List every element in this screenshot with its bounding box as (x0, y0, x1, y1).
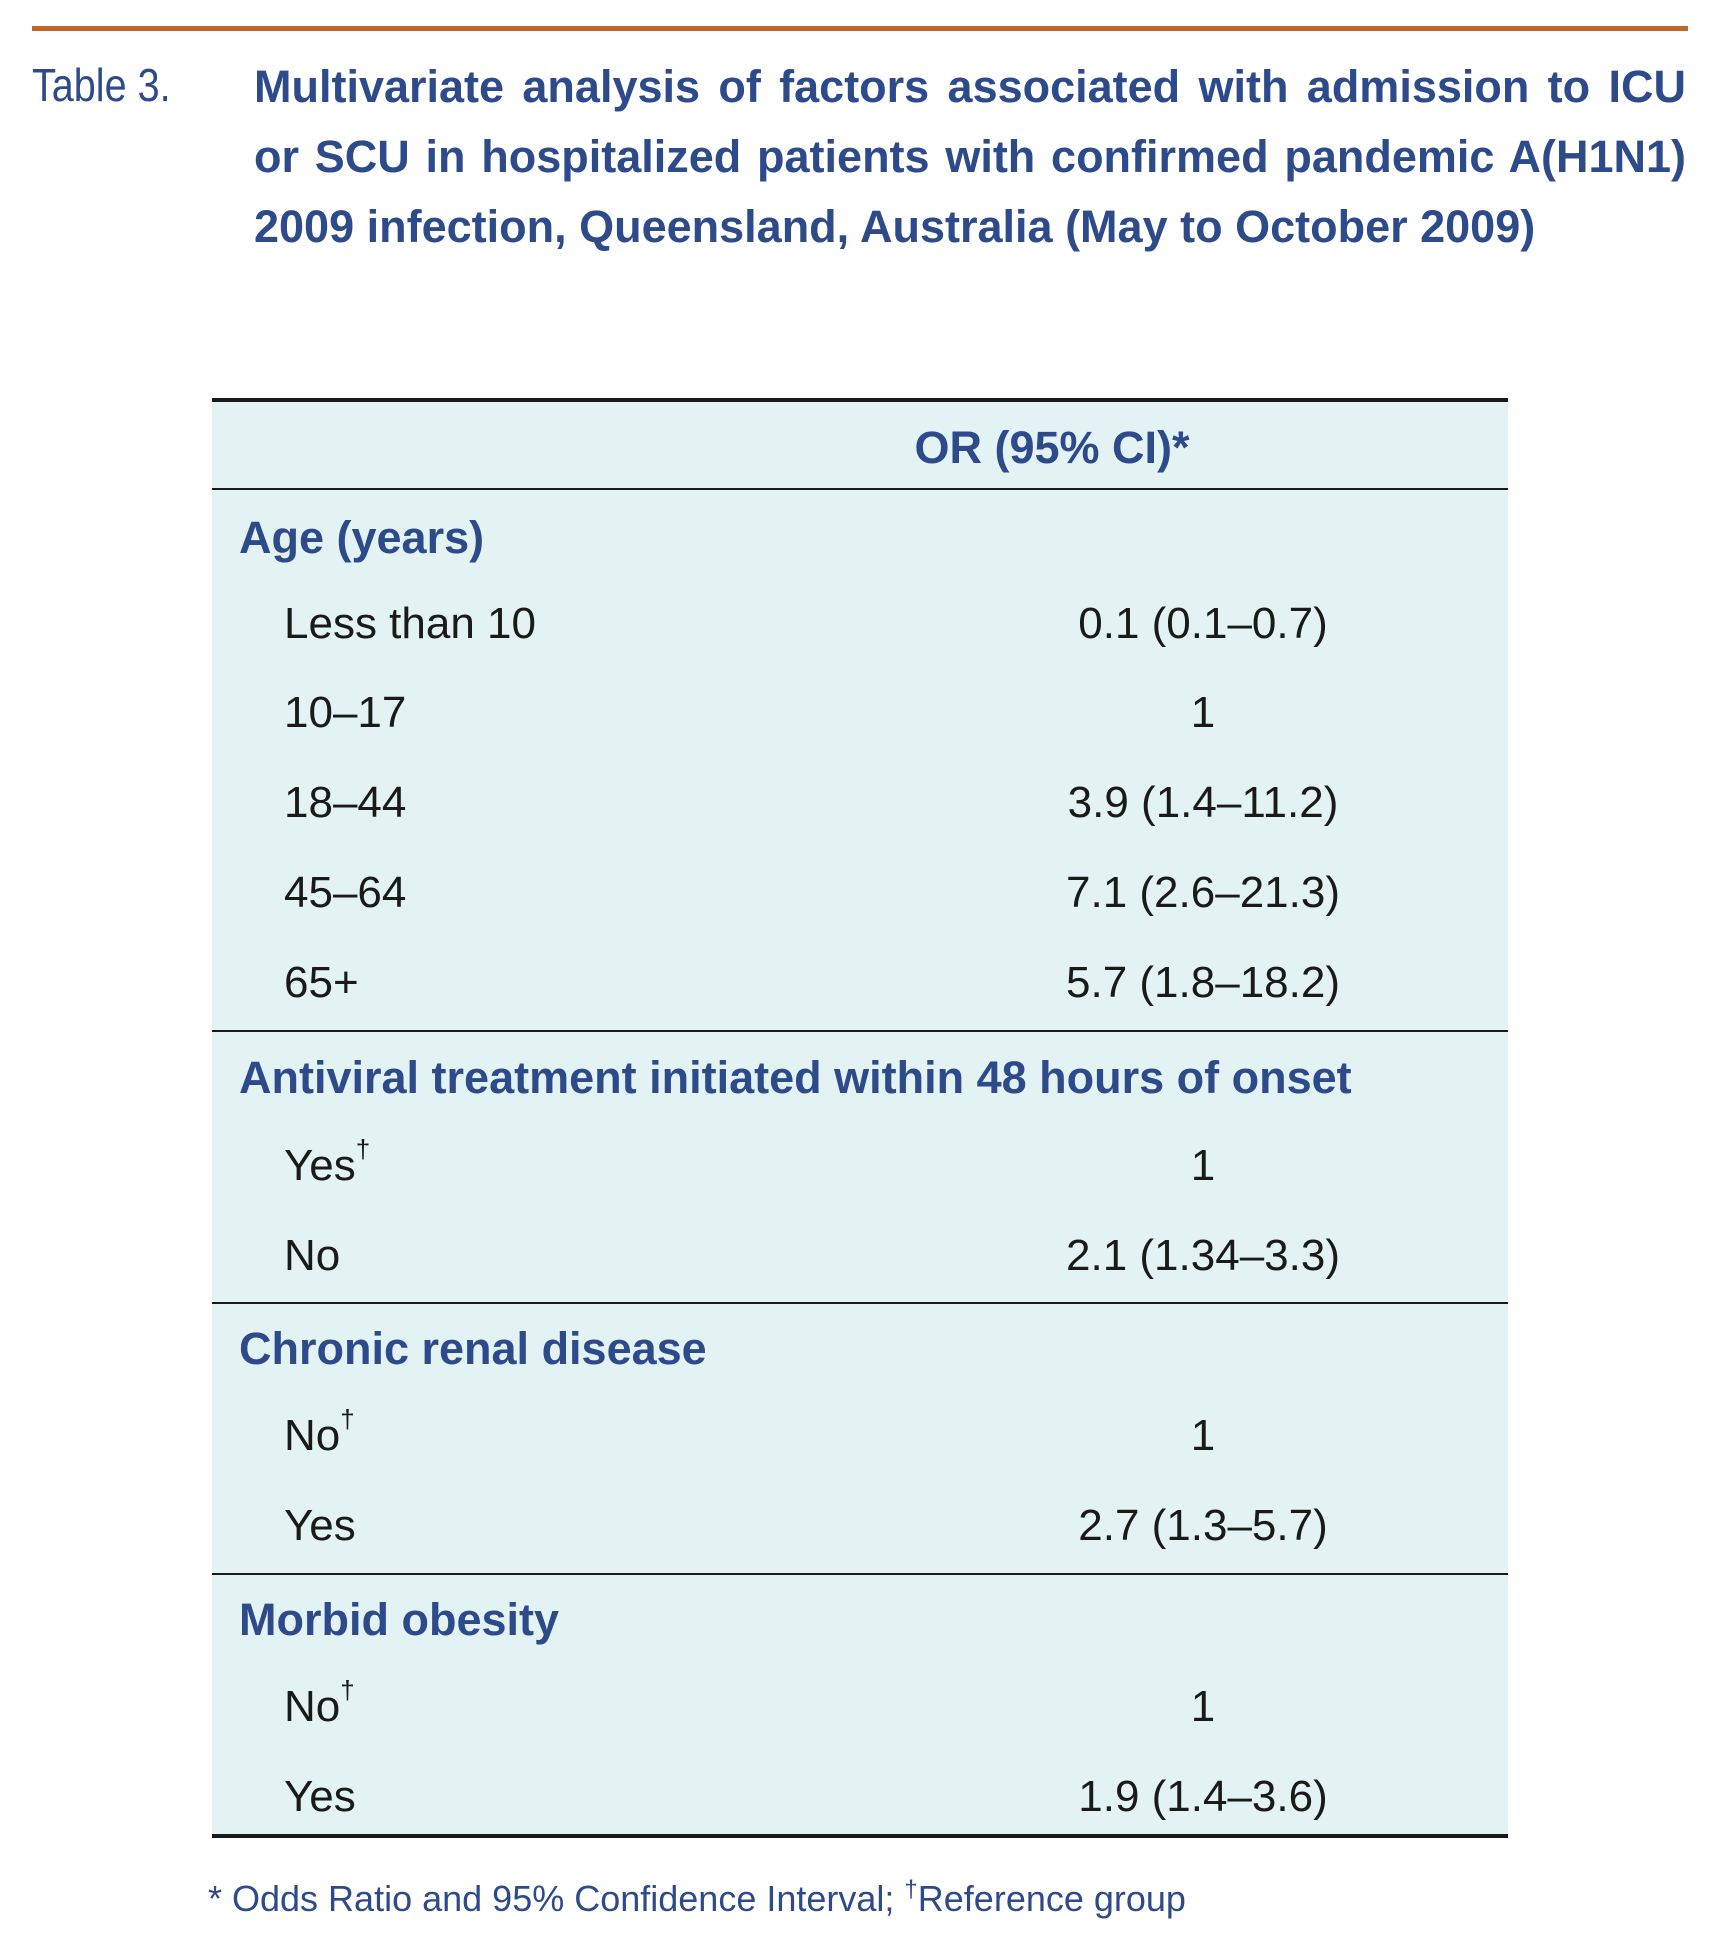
header-or-ci: OR (95% CI)* (914, 422, 1190, 473)
table-footnote: * Odds Ratio and 95% Confidence Interval; †Reference group (208, 1876, 1186, 1919)
table-bottom-rule (212, 1834, 1508, 1838)
group-divider (212, 1302, 1508, 1304)
group-title-obesity: Morbid obesity (239, 1594, 560, 1645)
row-label: No† (284, 1675, 355, 1731)
row-label: 18–44 (284, 778, 407, 827)
group-title-age: Age (years) (239, 512, 485, 563)
table-top-rule (212, 398, 1508, 402)
caption-top-rule (32, 26, 1688, 31)
row-label: Yes (284, 1501, 356, 1550)
group-divider (212, 1573, 1508, 1575)
group-title-renal: Chronic renal disease (239, 1323, 707, 1374)
row-label: 65+ (284, 958, 359, 1007)
row-label: Less than 10 (284, 599, 536, 648)
group-title-antiviral: Antiviral treatment initiated within 48 hours of onset (239, 1052, 1352, 1103)
reference-mark: † (904, 1876, 918, 1903)
row-label: 10–17 (284, 688, 407, 737)
row-label: No† (284, 1404, 355, 1460)
group-divider (212, 1030, 1508, 1032)
header-rule (212, 488, 1508, 490)
reference-mark: † (340, 1675, 355, 1705)
row-label: No (284, 1231, 341, 1280)
table-caption (32, 52, 1688, 322)
results-table: OR (95% CI)* Age (years) Less than 10 0.1 (0.1–0.7) 10–17 1 18–44 3.9 (1.4–11.2) 45–64 7.1 (2.6–21.3) 65+ 5.7 (1.8–18.2) Antiviral treatment initiated within 48 hours of onset Yes† 1 No 2.1 (1.34–3.3) Chronic renal disease No† 1 Yes 2.7 (1.3–5.7) Morbid obesity No† 1 Yes 1.9 (1.4–3.6) (212, 398, 1508, 1838)
caption-label: Table 3. (32, 59, 171, 111)
row-label: Yes (284, 1772, 356, 1821)
caption-title: Multivariate analysis of factors associated with admission to ICU or SCU in hospitalized patients with confirmed pandemic A(H1N1) 2009 infection, Queensland, Australia (May to October 2009) (254, 61, 1686, 252)
row-label: 45–64 (284, 868, 407, 917)
reference-mark: † (355, 1134, 371, 1164)
reference-mark: † (340, 1404, 355, 1434)
row-label: Yes† (284, 1134, 371, 1190)
